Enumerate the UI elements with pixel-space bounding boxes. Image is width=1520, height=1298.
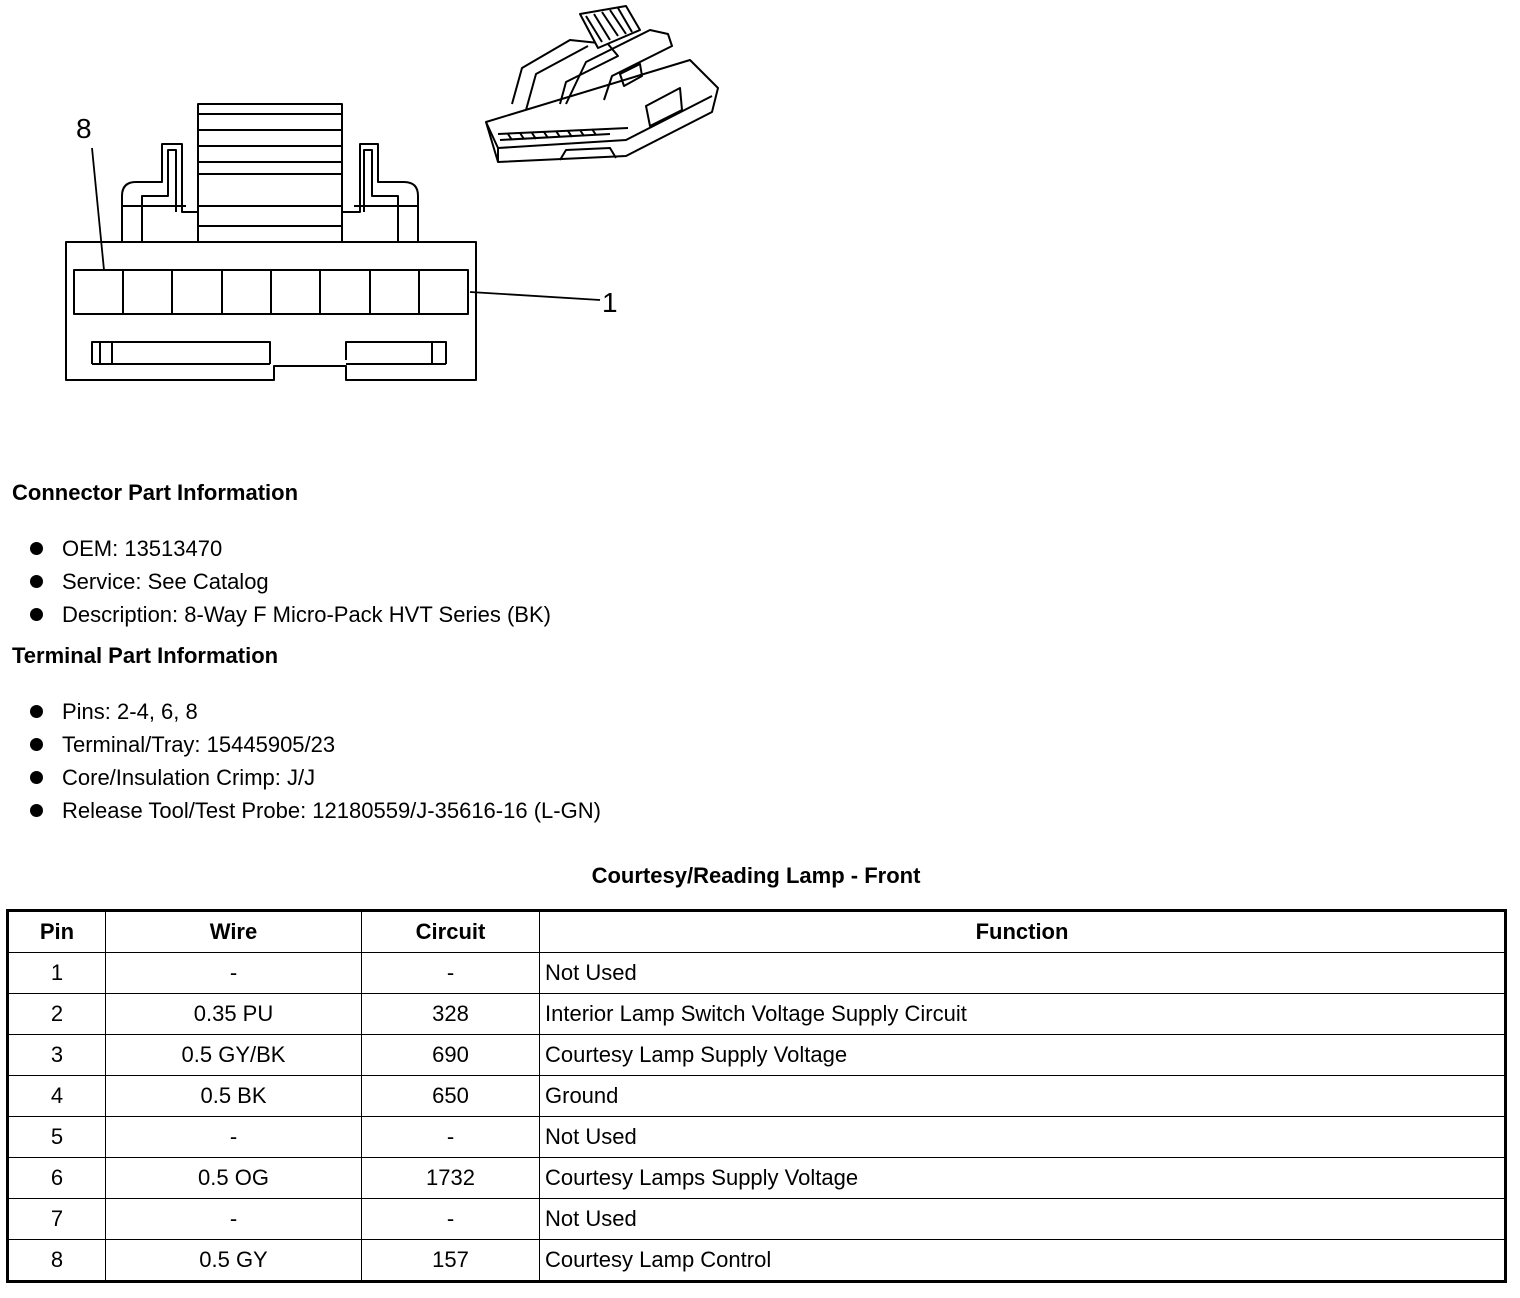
connector-info-list <box>30 532 551 631</box>
bullet-icon <box>30 575 43 588</box>
cell-circuit: 690 <box>362 1035 540 1076</box>
cell-wire: - <box>106 1199 362 1240</box>
connector-diagram <box>0 0 760 400</box>
header-wire: Wire <box>106 911 362 953</box>
cell-wire: 0.5 OG <box>106 1158 362 1199</box>
cell-circuit: - <box>362 1117 540 1158</box>
pinout-table <box>6 909 1507 1283</box>
cell-function: Not Used <box>540 1117 1506 1158</box>
cell-pin: 1 <box>8 953 106 994</box>
bullet-icon <box>30 705 43 718</box>
cell-circuit: - <box>362 1199 540 1240</box>
table-header-row <box>8 911 1506 953</box>
bullet-icon <box>30 738 43 751</box>
header-function: Function <box>540 911 1506 953</box>
pin-1-label: 1 <box>602 287 618 318</box>
terminal-info-title: Terminal Part Information <box>12 643 279 668</box>
pin-8-label: 8 <box>76 113 92 144</box>
table-row <box>8 1035 1506 1076</box>
table-row <box>8 1158 1506 1199</box>
table-row <box>8 1076 1506 1117</box>
header-pin: Pin <box>8 911 106 953</box>
list-item: Service: See Catalog <box>30 565 551 598</box>
header-circuit: Circuit <box>362 911 540 953</box>
table-row <box>8 994 1506 1035</box>
connector-isometric-view <box>486 6 718 162</box>
connector-info-title: Connector Part Information <box>12 480 299 505</box>
bullet-icon <box>30 608 43 621</box>
cell-pin: 7 <box>8 1199 106 1240</box>
table-row <box>8 953 1506 994</box>
cell-pin: 2 <box>8 994 106 1035</box>
cell-wire: 0.5 GY <box>106 1240 362 1282</box>
bullet-icon <box>30 542 43 555</box>
cell-function: Not Used <box>540 953 1506 994</box>
table-row <box>8 1199 1506 1240</box>
bullet-icon <box>30 771 43 784</box>
cell-wire: 0.35 PU <box>106 994 362 1035</box>
table-row <box>8 1240 1506 1282</box>
cell-function: Interior Lamp Switch Voltage Supply Circuit <box>540 994 1506 1035</box>
bullet-icon <box>30 804 43 817</box>
list-item: Terminal/Tray: 15445905/23 <box>30 728 601 761</box>
cell-pin: 4 <box>8 1076 106 1117</box>
cell-circuit: 328 <box>362 994 540 1035</box>
list-item: Core/Insulation Crimp: J/J <box>30 761 601 794</box>
cell-function: Not Used <box>540 1199 1506 1240</box>
cell-circuit: 650 <box>362 1076 540 1117</box>
table-row <box>8 1117 1506 1158</box>
cell-function: Courtesy Lamp Supply Voltage <box>540 1035 1506 1076</box>
terminal-info-list <box>30 695 601 827</box>
cell-wire: 0.5 BK <box>106 1076 362 1117</box>
list-item: Pins: 2-4, 6, 8 <box>30 695 601 728</box>
list-item: Description: 8-Way F Micro-Pack HVT Series (BK) <box>30 598 551 631</box>
cell-pin: 5 <box>8 1117 106 1158</box>
cell-pin: 3 <box>8 1035 106 1076</box>
cell-circuit: - <box>362 953 540 994</box>
cell-function: Ground <box>540 1076 1506 1117</box>
cell-wire: - <box>106 953 362 994</box>
list-item: OEM: 13513470 <box>30 532 551 565</box>
cell-pin: 8 <box>8 1240 106 1282</box>
cell-circuit: 157 <box>362 1240 540 1282</box>
cell-pin: 6 <box>8 1158 106 1199</box>
table-title: Courtesy/Reading Lamp - Front <box>591 863 921 888</box>
cell-wire: - <box>106 1117 362 1158</box>
cell-function: Courtesy Lamps Supply Voltage <box>540 1158 1506 1199</box>
cell-function: Courtesy Lamp Control <box>540 1240 1506 1282</box>
cell-circuit: 1732 <box>362 1158 540 1199</box>
cell-wire: 0.5 GY/BK <box>106 1035 362 1076</box>
list-item: Release Tool/Test Probe: 12180559/J-35616-16 (L-GN) <box>30 794 601 827</box>
